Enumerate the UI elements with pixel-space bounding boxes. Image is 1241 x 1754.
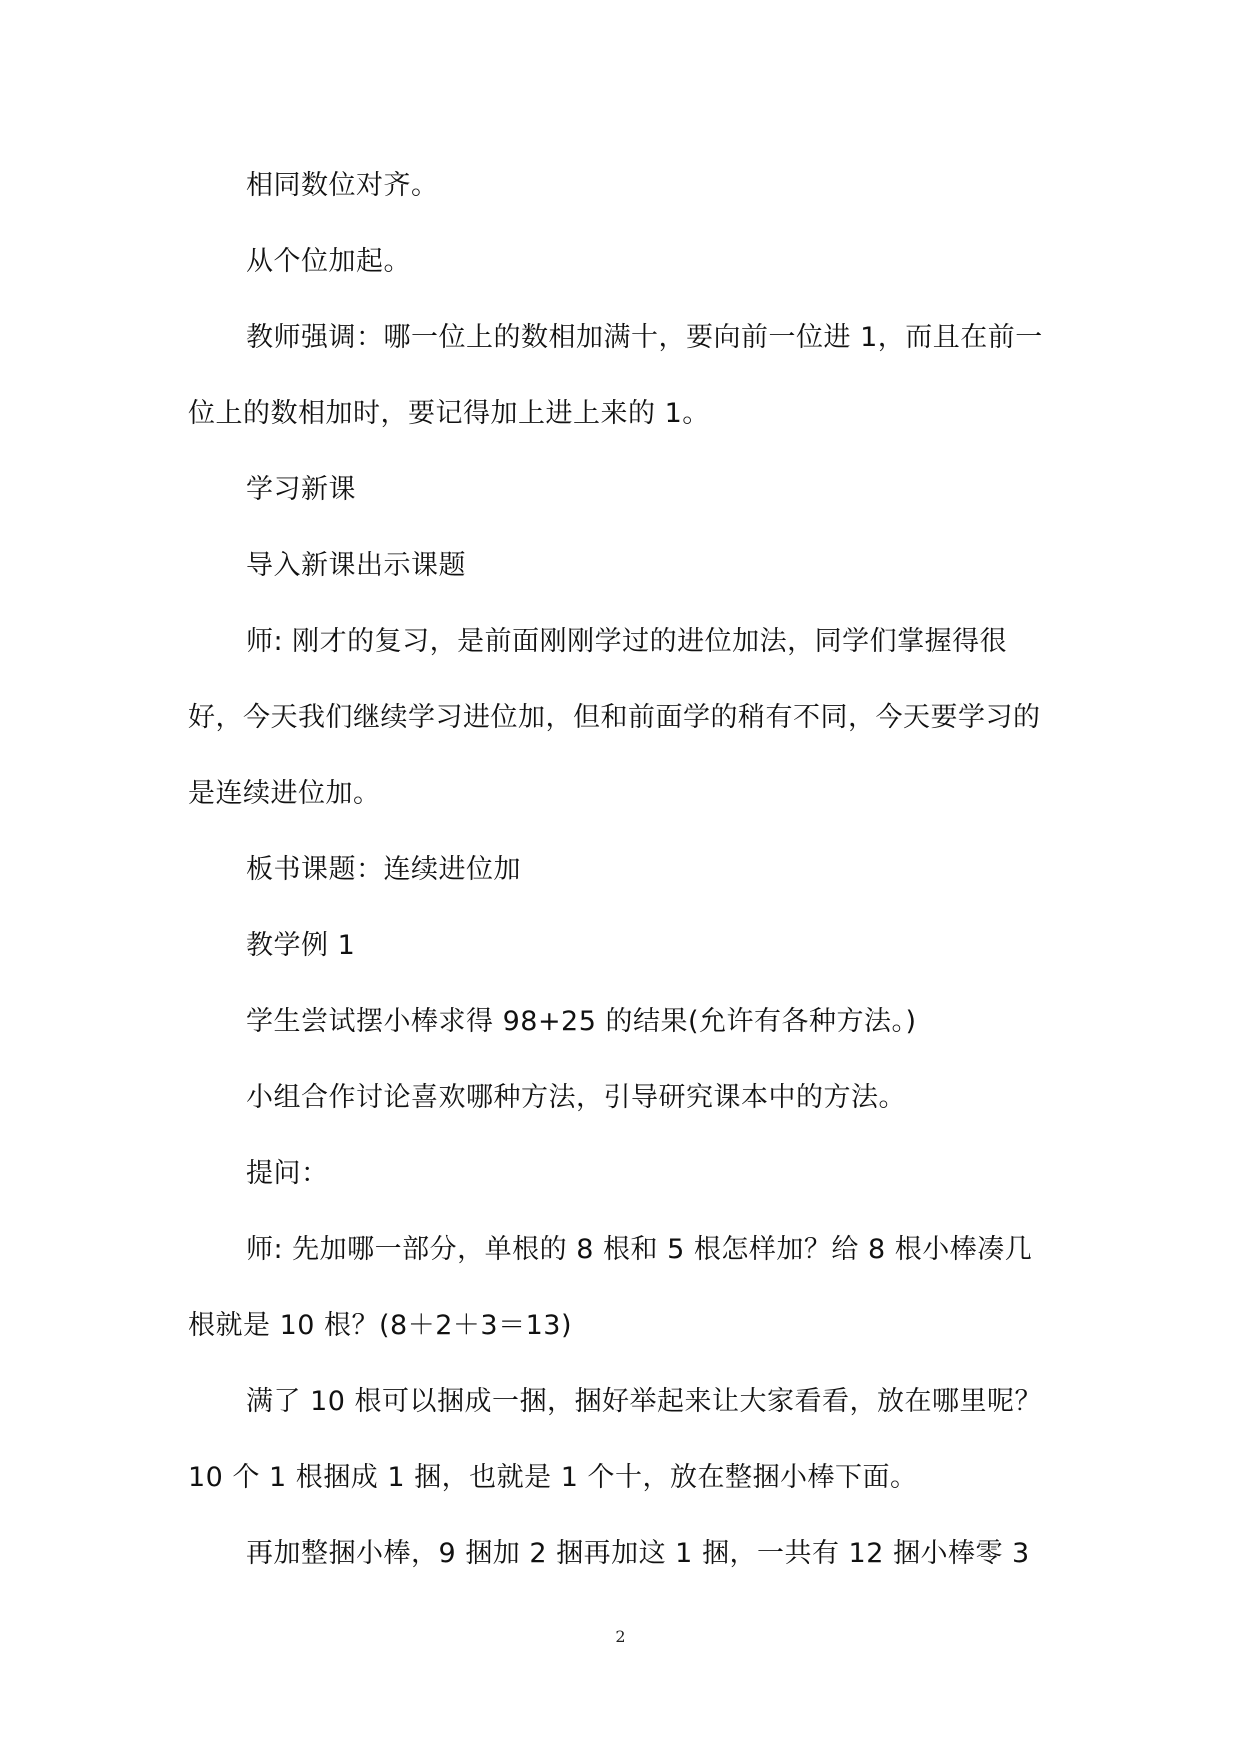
paragraph-start-ones: 从个位加起。	[246, 246, 411, 277]
paragraph-bundle-ten: 满了 10 根可以捆成一捆，捆好举起来让大家看看，放在哪里呢？10 个 1 根捆成 1 捆，也就是 1 个十，放在整捆小棒下面。	[188, 1386, 1043, 1493]
paragraph-teacher-review: 师: 刚才的复习，是前面刚刚学过的进位加法，同学们掌握得很好，今天我们继续学习进位加，但和前面学的稍有不同，今天要学习的是连续进位加。	[188, 626, 1041, 809]
paragraph-student-try: 学生尝试摆小棒求得 98+25 的结果(允许有各种方法。)	[246, 1006, 917, 1037]
paragraph-new-lesson-heading: 学习新课	[246, 474, 356, 505]
paragraph-add-bundles: 再加整捆小棒，9 捆加 2 捆再加这 1 捆，一共有 12 捆小棒零 3	[246, 1538, 1030, 1569]
paragraph-example-1: 教学例 1	[246, 930, 356, 961]
paragraph-question-heading: 提问：	[246, 1158, 329, 1189]
paragraph-teacher-question: 师: 先加哪一部分，单根的 8 根和 5 根怎样加？给 8 根小棒凑几根就是 10 根？(8＋2＋3＝13)	[188, 1234, 1033, 1341]
page-number: 2	[615, 1627, 626, 1646]
paragraph-group-discussion: 小组合作讨论喜欢哪种方法，引导研究课本中的方法。	[246, 1082, 906, 1113]
paragraph-board-title: 板书课题：连续进位加	[246, 854, 521, 885]
paragraph-teacher-emphasis: 教师强调：哪一位上的数相加满十，要向前一位进 1，而且在前一位上的数相加时，要记得加上进上来的 1。	[188, 322, 1043, 429]
document-body	[188, 148, 1058, 1592]
paragraph-align-digits: 相同数位对齐。	[246, 170, 439, 201]
paragraph-introduce-topic: 导入新课出示课题	[246, 550, 466, 581]
